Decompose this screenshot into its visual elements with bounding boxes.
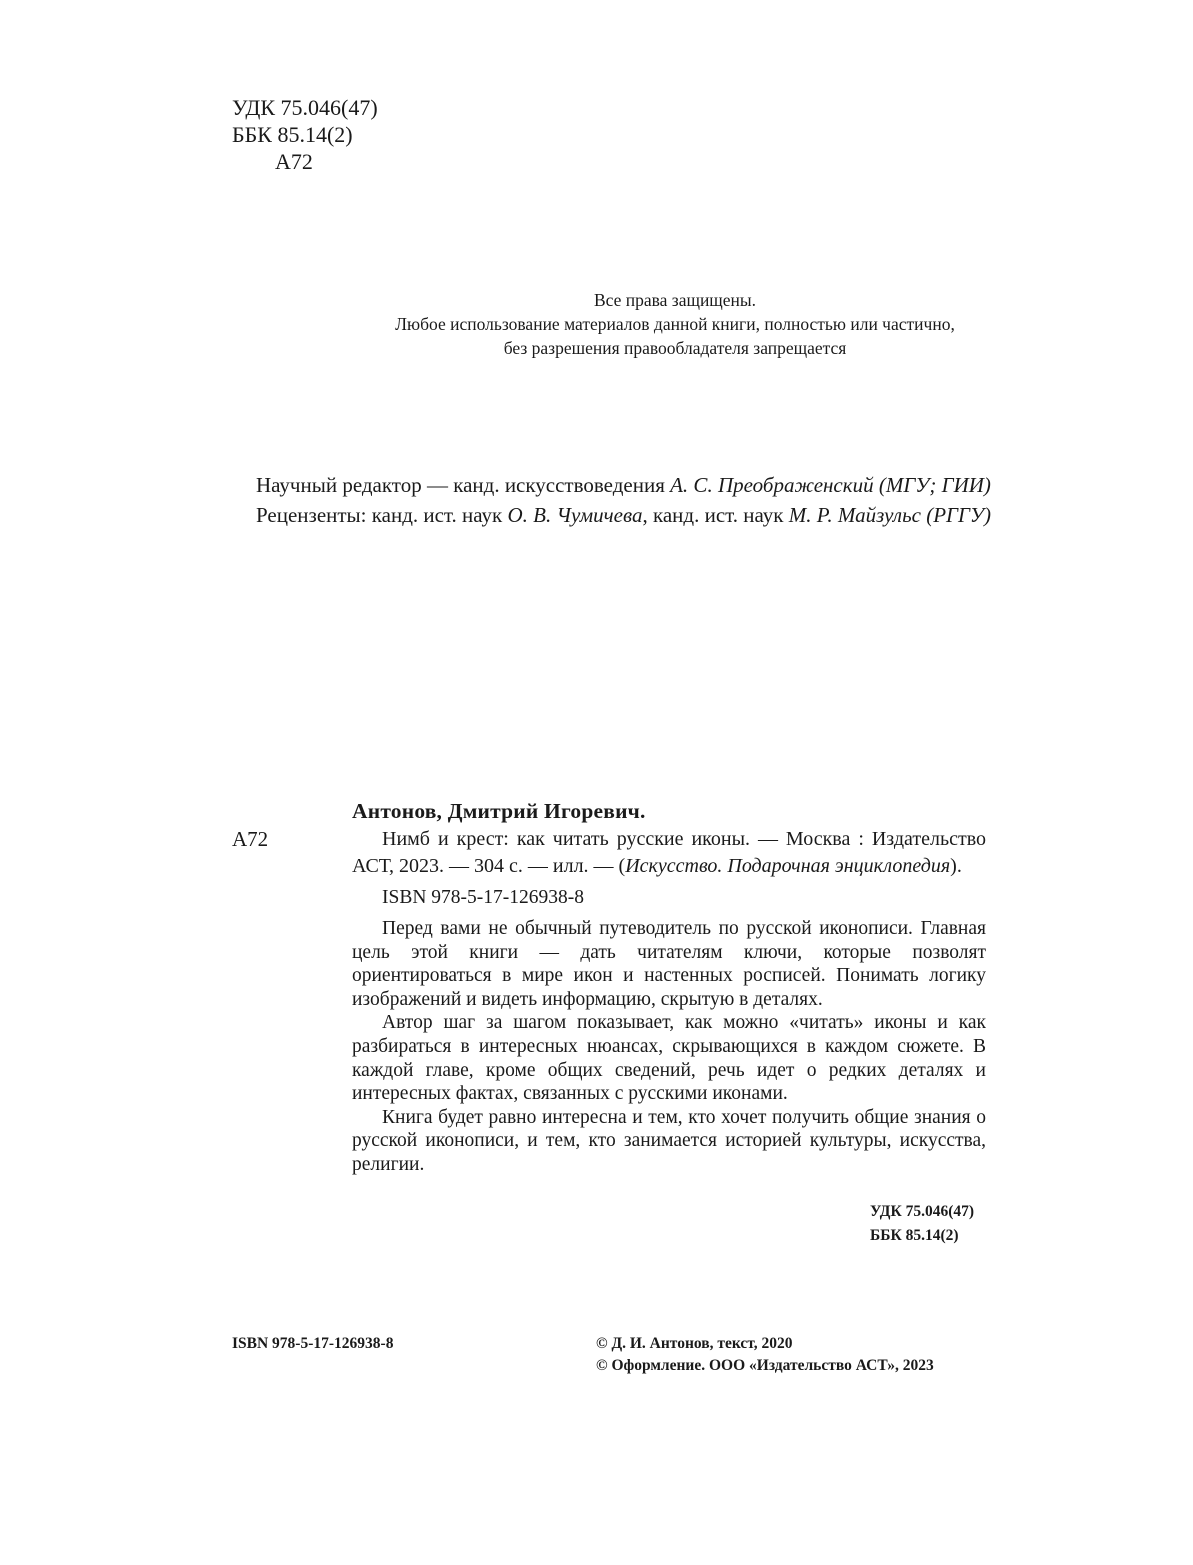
- editor-prefix: Научный редактор — канд. искусствоведения: [256, 473, 665, 497]
- card-udk: УДК 75.046(47): [870, 1203, 975, 1220]
- bib-series: Искусство. Подарочная энциклопедия: [625, 854, 951, 877]
- reviewers: [256, 500, 1086, 530]
- bib-main: Нимб и крест: как читать русские иконы. — Москва : Издательство АСТ, 2023. — 304 с. — илл. — (: [352, 828, 986, 877]
- reviewers-mid: , канд. ист. наук: [642, 503, 784, 527]
- classification-block: [232, 94, 378, 175]
- card-side-mark: А72: [232, 827, 269, 851]
- card-bbk: ББК 85.14(2): [870, 1227, 959, 1244]
- copyright-text: © Д. И. Антонов, текст, 2020: [596, 1335, 793, 1352]
- reviewer-1-name: О. В. Чумичева: [507, 503, 643, 527]
- reviewer-2-name: М. Р. Майзульс (РГГУ): [788, 503, 992, 527]
- bib-end: ).: [950, 854, 962, 877]
- footer-isbn: ISBN 978-5-17-126938-8: [232, 1335, 394, 1352]
- rights-line-2: Любое использование материалов данной книги, полностью или частично,: [395, 314, 955, 334]
- editors-block: [256, 470, 1086, 530]
- rights-line-3: без разрешения правообладателя запрещается: [503, 338, 847, 358]
- reviewers-prefix: Рецензенты: канд. ист. наук: [256, 503, 503, 527]
- udk-code: УДК 75.046(47): [232, 95, 378, 120]
- copyright-design: © Оформление. ООО «Издательство АСТ», 2023: [596, 1357, 934, 1374]
- copyright-block: [596, 1333, 934, 1377]
- card-isbn: ISBN 978-5-17-126938-8: [382, 887, 585, 908]
- bbk-code: ББК 85.14(2): [232, 122, 353, 147]
- rights-line-1: Все права защищены.: [593, 290, 757, 310]
- rights-notice: [330, 288, 1020, 360]
- annotation-paragraph-1: Перед вами не обычный путеводитель по русской иконописи. Главная цель этой книги — дать читателям ключи, которые позволят ориентироваться в мире икон и настенных росписей. Понимать логику изображений и видеть информацию, скрытую в деталях.: [352, 918, 986, 1010]
- author-mark: А72: [275, 149, 313, 174]
- scientific-editor: [256, 470, 1086, 500]
- card-author: Антонов, Дмитрий Игоревич.: [352, 799, 646, 823]
- annotation-paragraph-3: Книга будет равно интересна и тем, кто хочет получить общие знания о русской иконописи, и тем, кто занимается историей культуры, искусства, религии.: [352, 1106, 986, 1175]
- card-classification: [870, 1200, 974, 1248]
- catalog-card: [352, 798, 986, 1177]
- editor-name: А. С. Преображенский (МГУ; ГИИ): [670, 473, 991, 497]
- annotation-paragraph-2: Автор шаг за шагом показывает, как можно «читать» иконы и как разбираться в интересных нюансах, скрывающихся в каждом сюжете. В каждой главе, кроме общих сведений, речь идет о редких деталях и интересных фактах, связанных с русскими иконами.: [352, 1012, 986, 1105]
- card-bibliography: [352, 826, 986, 879]
